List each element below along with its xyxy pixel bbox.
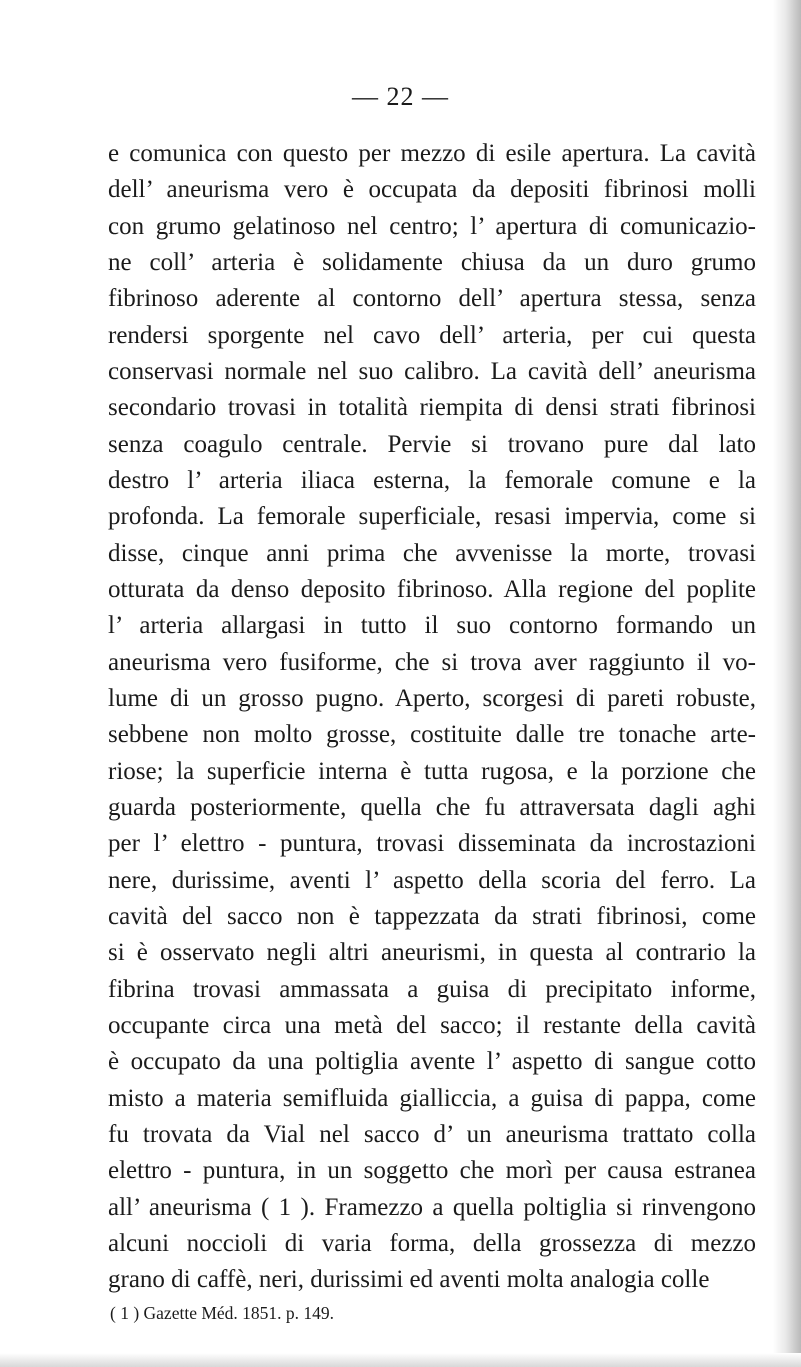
text-line: senza coagulo centrale. Pervie si trovano pure dal lato <box>108 430 756 458</box>
text-line: disse, cinque anni prima che avvenisse la morte, trovasi <box>108 539 756 567</box>
text-line: guarda posteriormente, quella che fu attraversata dagli aghi <box>108 793 756 821</box>
text-line: misto a materia semifluida gialliccia, a guisa di pappa, come <box>108 1084 756 1112</box>
text-line: ne coll’ arteria è solidamente chiusa da un duro grumo <box>108 248 756 276</box>
text-line: cavità del sacco non è tappezzata da strati fibrinosi, come <box>108 902 756 930</box>
page-bottom-shadow <box>0 1353 801 1367</box>
text-line: otturata da denso deposito fibrinoso. Alla regione del poplite <box>108 575 756 603</box>
page-edge-shadow <box>773 0 801 1367</box>
text-line: riose; la superficie interna è tutta rugosa, e la porzione che <box>108 757 756 785</box>
footnote: ( 1 ) Gazette Méd. 1851. p. 149. <box>110 1303 335 1323</box>
text-line: fu trovata da Vial nel sacco d’ un aneurisma trattato colla <box>108 1120 756 1148</box>
text-line: elettro - puntura, in un soggetto che morì per causa estranea <box>108 1157 756 1185</box>
text-line: conservasi normale nel suo calibro. La cavità dell’ aneurisma <box>108 357 756 385</box>
text-line: fibrinoso aderente al contorno dell’ apertura stessa, senza <box>108 285 756 313</box>
text-line: aneurisma vero fusiforme, che si trova aver raggiunto il vo- <box>108 648 756 676</box>
body-text <box>108 136 756 1299</box>
text-line: nere, durissime, aventi l’ aspetto della scoria del ferro. La <box>108 866 756 894</box>
text-line: è occupato da una poltiglia avente l’ aspetto di sangue cotto <box>108 1048 756 1076</box>
text-line: rendersi sporgente nel cavo dell’ arteria, per cui questa <box>108 321 756 349</box>
text-line: grano di caffè, neri, durissimi ed aventi molta analogia colle <box>108 1266 710 1294</box>
text-line: fibrina trovasi ammassata a guisa di precipitato informe, <box>108 975 756 1003</box>
text-line: sebbene non molto grosse, costituite dalle tre tonache arte- <box>108 721 756 749</box>
text-line: destro l’ arteria iliaca esterna, la femorale comune e la <box>108 466 756 494</box>
text-line: lume di un grosso pugno. Aperto, scorgesi di pareti robuste, <box>108 684 756 712</box>
text-line: alcuni noccioli di varia forma, della grossezza di mezzo <box>108 1229 756 1257</box>
text-line: l’ arteria allargasi in tutto il suo contorno formando un <box>108 612 756 640</box>
text-line: si è osservato negli altri aneurismi, in questa al contrario la <box>108 939 756 967</box>
text-line: all’ aneurisma ( 1 ). Framezzo a quella poltiglia si rinvengono <box>108 1193 756 1221</box>
text-line: e comunica con questo per mezzo di esile apertura. La cavità <box>108 140 756 167</box>
text-line: profonda. La femorale superficiale, resasi impervia, come si <box>108 503 756 531</box>
text-line: dell’ aneurisma vero è occupata da depositi fibrinosi molli <box>108 176 756 204</box>
text-line: secondario trovasi in totalità riempita di densi strati fibrinosi <box>108 394 756 422</box>
page-number: — 22 — <box>352 82 449 111</box>
text-line: con grumo gelatinoso nel centro; l’ apertura di comunicazio- <box>108 212 756 240</box>
text-line: occupante circa una metà del sacco; il restante della cavità <box>108 1011 756 1039</box>
text-line: per l’ elettro - puntura, trovasi disseminata da incrostazioni <box>108 830 756 858</box>
